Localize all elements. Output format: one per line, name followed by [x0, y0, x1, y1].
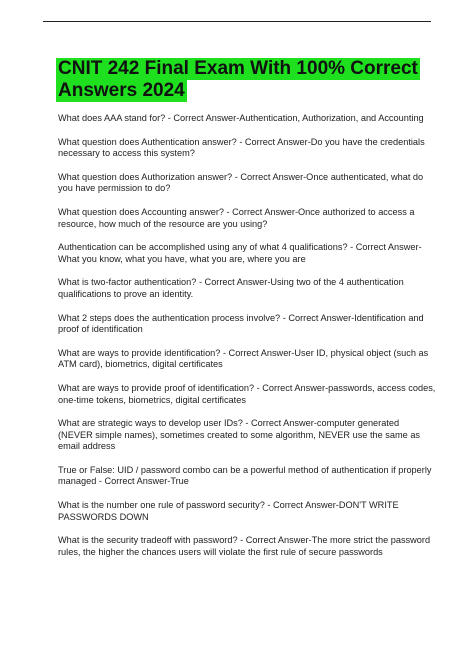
- qa-item: What are ways to provide identification? - Correct Answer-User ID, physical object (such as ATM card), biometrics, digital certificates: [58, 347, 429, 370]
- qa-item: What is two-factor authentication? - Correct Answer-Using two of the 4 authentication qualifications to prove an identity.: [58, 277, 404, 299]
- qa-item: What 2 steps does the authentication process involve? - Correct Answer-Identification and proof of identification: [58, 312, 424, 335]
- top-rule: [43, 21, 431, 22]
- qa-item: Authentication can be accomplished using any of what 4 qualifications? - Correct Answer-What you know, what you have, what you are, where you are: [58, 242, 422, 264]
- qa-item: What is the security tradeoff with password? - Correct Answer-The more strict the password rules, the higher the chances users will violate the first rule of secure passwords: [58, 535, 431, 557]
- qa-item: What is the number one rule of password security? - Correct Answer-DON'T WRITE PASSWORDS DOWN: [58, 500, 399, 522]
- document-title: [56, 58, 436, 102]
- qa-item: What question does Accounting answer? - Correct Answer-Once authorized to access a resource, how much of the resource are you using?: [58, 206, 415, 229]
- qa-item: What does AAA stand for? - Correct Answer-Authentication, Authorization, and Accounting: [58, 113, 424, 123]
- title-line-2: Answers 2024: [58, 80, 185, 101]
- title-line-1: CNIT 242 Final Exam With 100% Correct: [58, 58, 418, 79]
- qa-item: What are strategic ways to develop user IDs? - Correct Answer-computer generated (NEVER simple names), sometimes created to some algorithm, NEVER use the same as email address: [58, 418, 421, 452]
- qa-item: What are ways to provide proof of identification? - Correct Answer-passwords, access codes, one-time tokens, biometrics, digital certificates: [58, 382, 436, 405]
- qa-item: True or False: UID / password combo can be a powerful method of authentication if properly managed - Correct Answer-True: [58, 464, 432, 487]
- qa-item: What question does Authentication answer? - Correct Answer-Do you have the credentials necessary to access this system?: [58, 136, 425, 159]
- qa-item: What question does Authorization answer? - Correct Answer-Once authenticated, what do you have permission to do?: [58, 171, 424, 194]
- qa-list: [58, 113, 436, 570]
